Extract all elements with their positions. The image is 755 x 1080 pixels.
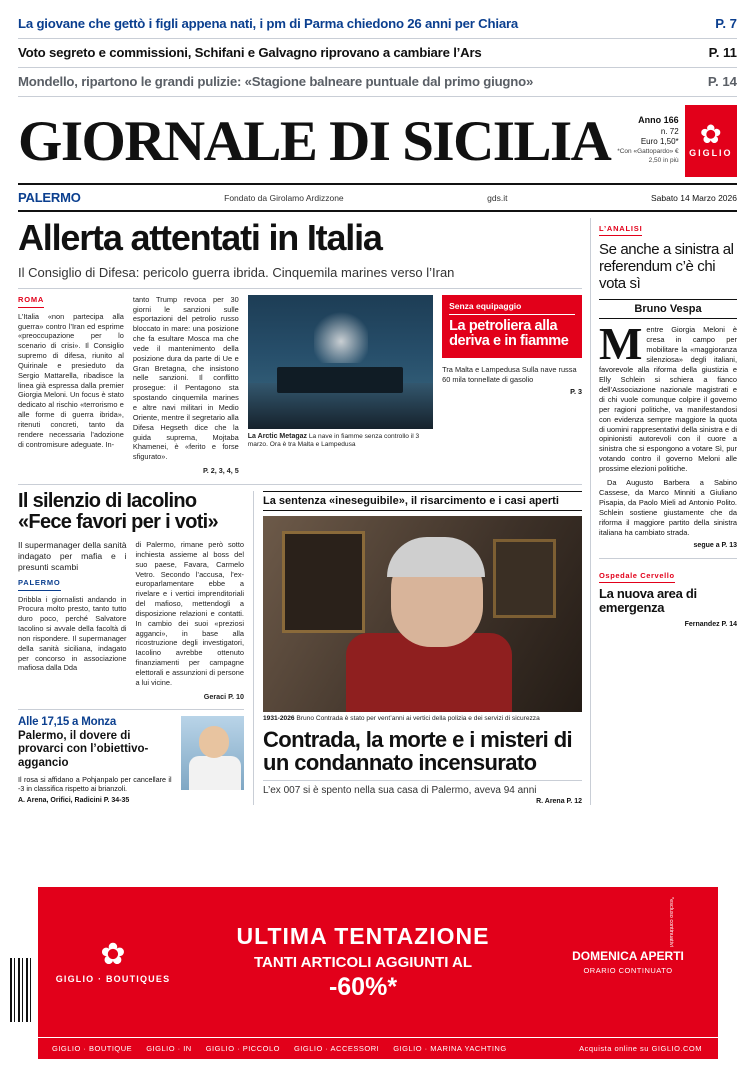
ship-shape	[277, 367, 403, 393]
top-teasers	[0, 0, 755, 101]
football-photo	[181, 716, 244, 790]
issue-info	[610, 114, 678, 167]
monza-headline[interactable]: Palermo, il dovere di provarci con l’obiettivo-aggancio	[18, 730, 149, 769]
lead-headline[interactable]: Allerta attentati in Italia	[18, 217, 382, 258]
lead-photo-caption-title: La Arctic Metagaz	[247, 432, 308, 440]
iacolino-col2-text: di Palermo, rimane però sotto inchiesta assieme al boss del suo paese, Favara, Carmelo Vetro. Secondo l’accusa, l’ex-europarlamentare ebbe a rivelare e i vertici imprenditoriali del mafioso, mettendogli a disposizione relazioni e contatti. In cambio dei suoi «preziosi agganci», in base alla ricostruzione degli investigatori, Iacolino avrebbe ottenuto finanziamenti per campagne elettorali e assunzioni di persone a lui vicine.	[135, 540, 244, 687]
giglio-logo[interactable]	[685, 105, 737, 177]
issue-price: Euro 1,50*	[640, 137, 679, 147]
lead-col2-text: tanto Trump revoca per 30 giorni le sanzioni sulle esportazioni del petrolio russo bloccato in mare: una posizione che fa esultare Mosca ma che vede il mantenimento della posizione dura da parte di Ue e Gran Bretagna, che insistono nelle sanzioni. Il conflitto prosegue: il Pentagono sta spostando cinquemila marines e altre navi militari in Medio Oriente, mentre il segretario alla Difesa Hegseth dice che la guida suprema, Mojtaba Khamenei, è «ferito e forse sfigurato».	[132, 294, 239, 462]
redbox-body: Tra Malta e Lampedusa Sulla nave russa 60 mila tonnellate di gasolio	[442, 365, 577, 385]
contrada-photo-caption	[263, 715, 582, 722]
iacolino-intro: Il supermanager della sanità indagato per mafia e i presunti scambi	[18, 540, 127, 573]
monza-text	[18, 716, 172, 804]
ad-logo-word: GIGLIO · BOUTIQUES	[55, 973, 171, 984]
ad-brand-item[interactable]: GIGLIO · MARINA YACHTING	[393, 1044, 507, 1053]
contrada-photo	[263, 516, 582, 712]
teaser-page: P. 14	[707, 74, 737, 89]
monza-article	[18, 709, 244, 804]
ad-discount: -60%*	[328, 972, 398, 1001]
ospedale-kicker: Ospedale Cervello	[599, 571, 675, 583]
lead-refs[interactable]: P. 2, 3, 4, 5	[202, 466, 239, 476]
redbox-kicker: Senza equipaggio	[449, 301, 575, 315]
ad-brand-strip	[38, 1037, 718, 1059]
contrada-caption-text: Bruno Contrada è stato per vent’anni ai vertici della polizia e dei servizi di sicurezza	[296, 714, 540, 722]
contrada-article	[263, 491, 582, 805]
lead-photo-caption-text: La nave in fiamme senza controllo il 3 marzo. Ora è tra Malta e Lampedusa	[247, 432, 420, 449]
iacolino-title[interactable]: Il silenzio di Iacolino «Fece favori per i voti»	[18, 489, 218, 533]
dropcap-letter: M	[599, 318, 643, 370]
iacolino-columns	[18, 540, 244, 701]
iacolino-col1-text: Dribbla i giornalisti andando in Procura molto presto, tanto tutto duro poco, perché Salvatore Iacolino si avvale della facoltà di non rispondere. Il supermanager della sanità siciliana, indagato per concorso in associazione mafiosa dalla Dda	[18, 594, 127, 673]
ad-open-sunday: DOMENICA APERTI	[572, 949, 684, 963]
ad-brand-item[interactable]: GIGLIO · ACCESSORI	[293, 1044, 380, 1053]
lead-body-columns	[18, 295, 582, 476]
lead-col1-text: L’Italia «non partecipa alla guerra» contro l’Iran ed esprime «preoccupazione per lo scenario di crisi». Il Consiglio supremo di difesa, riunito al Quirinale e presieduto da Sergio Mattarella, ribadisce la linea già espressa dalla premier Giorgia Meloni. Un focus è stato dedicato al rischio «terrorismo e alle forme di guerra ibrida», ritenuti concreti, tanto da rendere necessaria l’adozione di contromisure adeguate. In-	[18, 311, 124, 449]
giglio-icon: ✿	[699, 119, 722, 149]
tanker-photo	[248, 295, 433, 429]
lead-photo-block	[248, 295, 433, 476]
website-link[interactable]: gds.it	[487, 192, 508, 203]
founder-line: Fondato da Girolamo Ardizzone	[224, 192, 344, 203]
lead-col-1	[18, 295, 124, 476]
monza-ref[interactable]: A. Arena, Orifici, Radicini P. 34-35	[18, 797, 130, 805]
ad-center	[188, 923, 538, 1002]
analysis-body-1: entre Giorgia Meloni è cresa in campo per mobilitare la «maggioranza silenziosa» degli italiani, favorevole alla riforma della giustizia e Elly Schlein si schiera a fianco dell’Associazione nazionale magistrati e di chi vuole comunque colpire il governo per ragioni politiche, va manifestandosi con evidenza sempre maggiore la quota di uomini rappresentativi della sinistra e di opinionisti autorevoli con il cuore a sinistra che si espongono a votare Sì, pur votando contro il governo Meloni alle prossime elezioni politiche.	[599, 325, 737, 474]
iacolino-kicker: PALERMO	[18, 578, 61, 591]
giglio-icon: ✿	[100, 937, 126, 971]
monza-kicker: Alle 17,15 a Monza	[18, 716, 117, 729]
analysis-author: Bruno Vespa	[599, 299, 737, 319]
ad-brand-item[interactable]: GIGLIO · BOUTIQUE	[52, 1044, 133, 1053]
giglio-wordmark: GIGLIO	[689, 148, 733, 158]
redbox-ref[interactable]: P. 3	[570, 387, 582, 396]
ad-brand-items	[38, 1044, 579, 1053]
player-head-shape	[199, 726, 229, 758]
analysis-kicker: L’ANALISI	[599, 224, 642, 236]
contrada-title[interactable]: Contrada, la morte e i misteri di un condannato incensurato	[263, 726, 573, 776]
monza-body: Il rosa si affidano a Pohjanpalo per cancellare il -3 in classifica rispetto ai brianzoli.	[18, 774, 172, 794]
analysis-continuation[interactable]: segue a P. 13	[693, 541, 737, 549]
issue-number: n. 72	[660, 126, 679, 136]
analysis-body-2: Da Augusto Barbera a Sabino Cassese, da Marco Minniti a Giuliano Pisapia, da Paolo Mieli ad Antonio Polito. Schlein sostiene giustamente che da riforma il maggiore partito della sinistra italiana ha cambiato strada.	[599, 478, 737, 537]
ad-brand-item[interactable]: GIGLIO · PICCOLO	[205, 1044, 280, 1053]
left-column	[18, 218, 590, 805]
teaser-text: Voto segreto e commissioni, Schifani e Galvagno riprovano a cambiare l’Ars	[18, 45, 482, 60]
teaser-item[interactable]	[18, 39, 737, 68]
picture-frame-shape	[282, 531, 365, 633]
iacolino-article	[18, 491, 254, 805]
contrada-dek: L’ex 007 si è spento nella sua casa di Palermo, aveva 94 anni	[263, 780, 582, 796]
ad-line-2: TANTI ARTICOLI AGGIUNTI AL	[253, 953, 473, 971]
masthead	[0, 101, 755, 177]
iacolino-ref[interactable]: Geraci P. 10	[203, 691, 244, 701]
analysis-title[interactable]: Se anche a sinistra al referendum c’è chi vota sì	[599, 241, 734, 293]
lead-subhead: Il Consiglio di Difesa: pericolo guerra ibrida. Cinquemila marines verso l’Iran	[18, 265, 582, 289]
teaser-page: P. 7	[715, 16, 737, 31]
analysis-body	[599, 318, 737, 537]
ad-panel	[38, 887, 718, 1037]
page-title: GIORNALE DI SICILIA	[18, 109, 611, 173]
issue-price-note: *Con «Gattopardo» € 2,50 in più	[617, 148, 679, 164]
ad-footnote: *escluso continuativi	[668, 897, 674, 947]
teaser-item[interactable]	[18, 10, 737, 39]
ospedale-title[interactable]: La nuova area di emergenza	[599, 585, 697, 616]
lead-photo-caption	[248, 432, 433, 450]
ospedale-article	[599, 558, 737, 628]
ad-shop-online[interactable]: Acquista online su GIGLIO.COM	[579, 1044, 702, 1053]
teaser-text: Mondello, ripartono le grandi pulizie: «Stagione balneare puntuale dal primo giugno»	[18, 74, 534, 89]
iacolino-col-2	[136, 540, 245, 701]
lead-col-2	[133, 295, 239, 476]
ospedale-ref[interactable]: Fernandez P. 14	[684, 620, 737, 628]
divider	[18, 484, 582, 485]
lead-redbox[interactable]	[442, 295, 582, 476]
barcode	[10, 958, 32, 1022]
picture-frame-shape-2	[493, 539, 557, 617]
edition-city: PALERMO	[18, 190, 81, 205]
right-column	[590, 218, 737, 805]
teaser-text: La giovane che gettò i figli appena nati, i pm di Parma chiedono 26 anni per Chiara	[18, 16, 519, 31]
teaser-page: P. 11	[708, 45, 737, 60]
bottom-advertisement[interactable]	[0, 887, 755, 1080]
ad-line-1: ULTIMA TENTAZIONE	[236, 922, 490, 949]
ad-brand-item[interactable]: GIGLIO · IN	[146, 1044, 192, 1053]
issue-anno: Anno 166	[638, 115, 679, 126]
redbox-title: La petroliera alla deriva e in fiamme	[449, 317, 569, 350]
contrada-byline[interactable]: R. Arena P. 12	[536, 797, 582, 805]
ad-right	[538, 949, 718, 975]
content-area	[0, 218, 755, 805]
contrada-bar: La sentenza «ineseguibile», il risarcimento e i casi aperti	[263, 491, 582, 511]
smoke-shape	[314, 309, 368, 363]
issue-date: Sabato 14 Marzo 2026	[650, 192, 737, 203]
contrada-dates: 1931-2026	[263, 714, 295, 722]
lower-section	[18, 491, 582, 805]
lead-kicker: ROMA	[18, 295, 44, 308]
iacolino-col-1	[18, 540, 127, 701]
player-body-shape	[189, 756, 241, 790]
teaser-item[interactable]	[18, 68, 737, 97]
ad-hours: ORARIO CONTINUATO	[583, 966, 673, 975]
sub-masthead	[18, 183, 737, 212]
ad-logo	[38, 937, 188, 984]
redbox-panel	[442, 295, 582, 358]
